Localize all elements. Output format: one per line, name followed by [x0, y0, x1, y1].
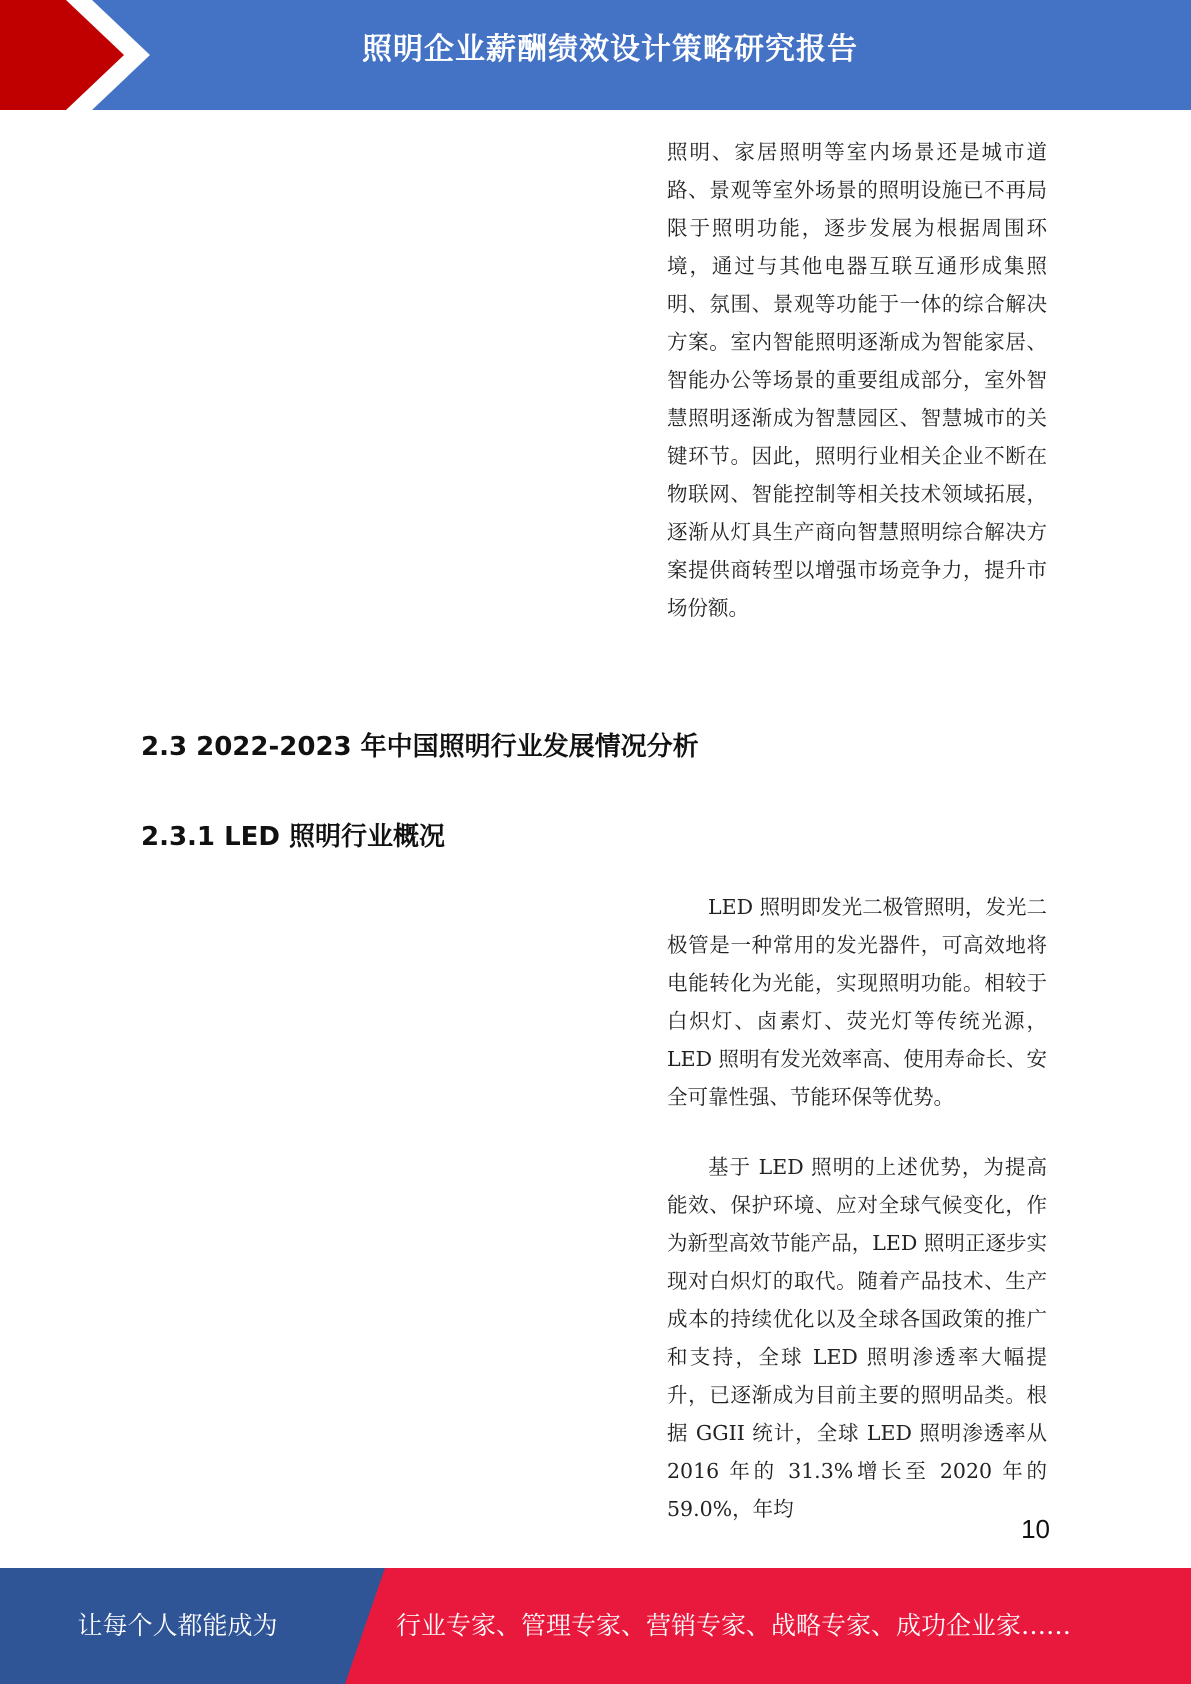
- body-paragraph-continued: 照明、家居照明等室内场景还是城市道路、景观等室外场景的照明设施已不再局限于照明功能，逐步发展为根据周围环境，通过与其他电器互联互通形成集照明、氛围、景观等功能于一体的综合解决方案。室内智能照明逐渐成为智能家居、智能办公等场景的重要组成部分，室外智慧照明逐渐成为智慧园区、智慧城市的关键环节。因此，照明行业相关企业不断在物联网、智能控制等相关技术领域拓展，逐渐从灯具生产商向智慧照明综合解决方案提供商转型以增强市场竞争力，提升市场份额。: [667, 140, 1047, 620]
- section-heading-2-3: 2.3 2022-2023 年中国照明行业发展情况分析: [141, 732, 699, 762]
- footer-slogan-right: 行业专家、管理专家、营销专家、战略专家、成功企业家……: [396, 1611, 1072, 1640]
- body-paragraph-led-penetration: 基于 LED 照明的上述优势，为提高能效、保护环境、应对全球气候变化，作为新型高效节能产品，LED 照明正逐步实现对白炽灯的取代。随着产品技术、生产成本的持续优化以及全球各国政策的推广和支持，全球 LED 照明渗透率大幅提升，已逐渐成为目前主要的照明品类。根据 GGII 统计，全球 LED 照明渗透率从 2016 年的 31.3%增长至 2020 年的 59.0%，年均: [667, 1155, 1047, 1521]
- section-heading-2-3-1: 2.3.1 LED 照明行业概况: [141, 822, 446, 852]
- page-header: [0, 0, 1191, 110]
- page-footer: [0, 1568, 1191, 1684]
- header-red-arrow-decoration: [0, 0, 160, 110]
- header-title: 照明企业薪酬绩效设计策略研究报告: [362, 32, 858, 67]
- body-paragraph-led-definition: LED 照明即发光二极管照明，发光二极管是一种常用的发光器件，可高效地将电能转化为光能，实现照明功能。相较于白炽灯、卤素灯、荧光灯等传统光源，LED 照明有发光效率高、使用寿命长、安全可靠性强、节能环保等优势。: [667, 895, 1047, 1109]
- footer-slogan-left: 让每个人都能成为: [77, 1611, 278, 1640]
- page-number: 10: [1021, 1514, 1050, 1544]
